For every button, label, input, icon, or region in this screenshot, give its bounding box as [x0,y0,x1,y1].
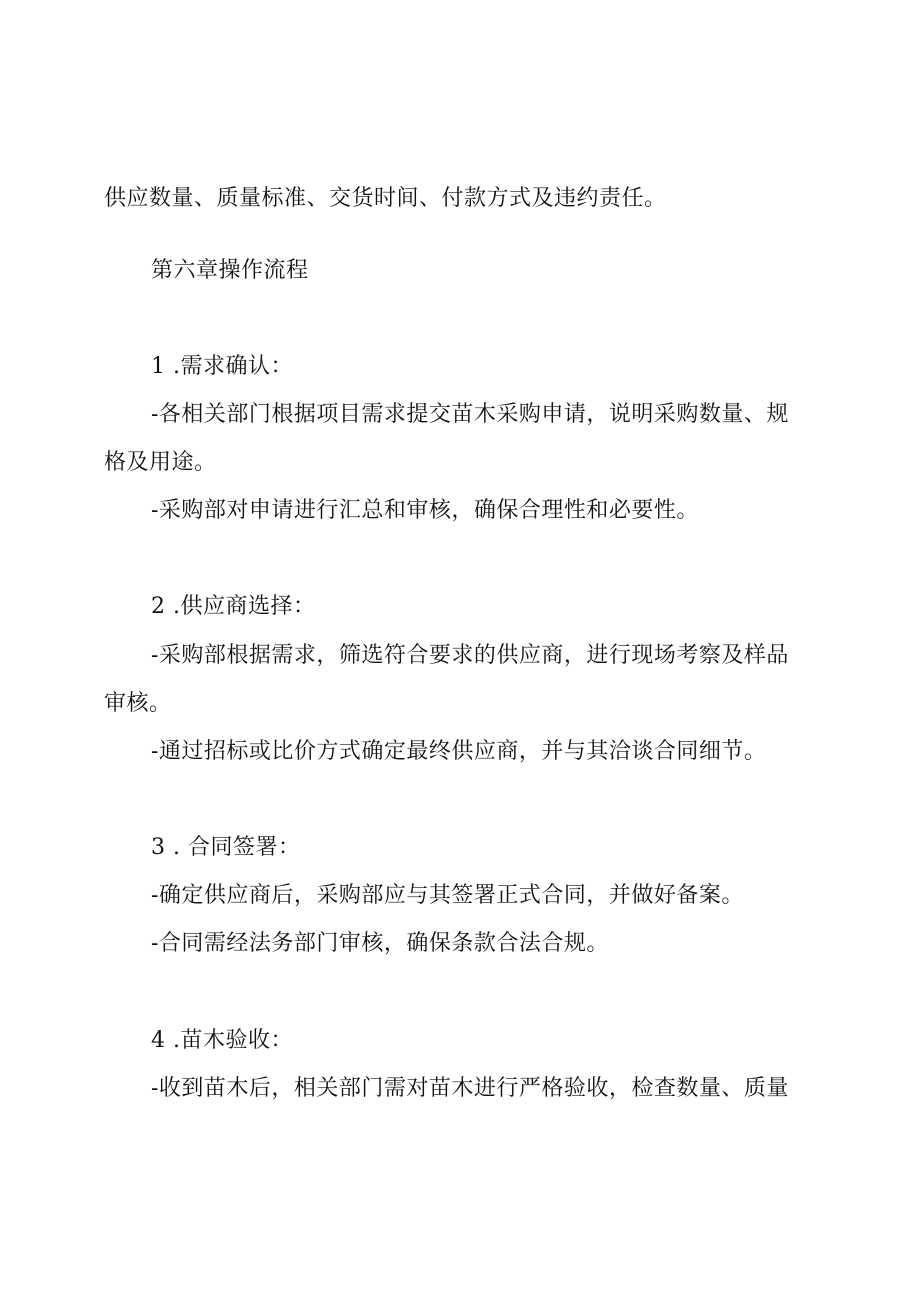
section-2-item-2: -通过招标或比价方式确定最终供应商，并与其洽谈合同细节。 [151,739,767,764]
section-3-item-1: -确定供应商后，采购部应与其签署正式合同，并做好备案。 [151,883,744,908]
section-heading-2: 2 .供应商选择： [151,594,316,619]
chapter-title: 第六章操作流程 [151,258,309,283]
section-heading-3: 3 . 合同签署： [151,835,301,860]
section-3-item-2: -合同需经法务部门审核，确保条款合法合规。 [151,931,609,956]
section-4-item-1: -收到苗木后，相关部门需对苗木进行严格验收，检查数量、质量 [151,1076,789,1101]
section-1-item-1-line-1: -各相关部门根据项目需求提交苗木采购申请，说明采购数量、规 [151,402,789,427]
section-heading-4: 4 .苗木验收： [151,1028,293,1053]
section-2-item-1-line-2: 审核。 [104,691,172,716]
section-heading-1: 1 .需求确认： [151,354,293,379]
section-1-item-1-line-2: 格及用途。 [104,450,217,475]
section-2-item-1-line-1: -采购部根据需求，筛选符合要求的供应商，进行现场考察及样品 [151,643,789,668]
continuation-text: 供应数量、质量标准、交货时间、付款方式及违约责任。 [104,186,667,211]
section-1-item-2: -采购部对申请进行汇总和审核，确保合理性和必要性。 [151,498,699,523]
